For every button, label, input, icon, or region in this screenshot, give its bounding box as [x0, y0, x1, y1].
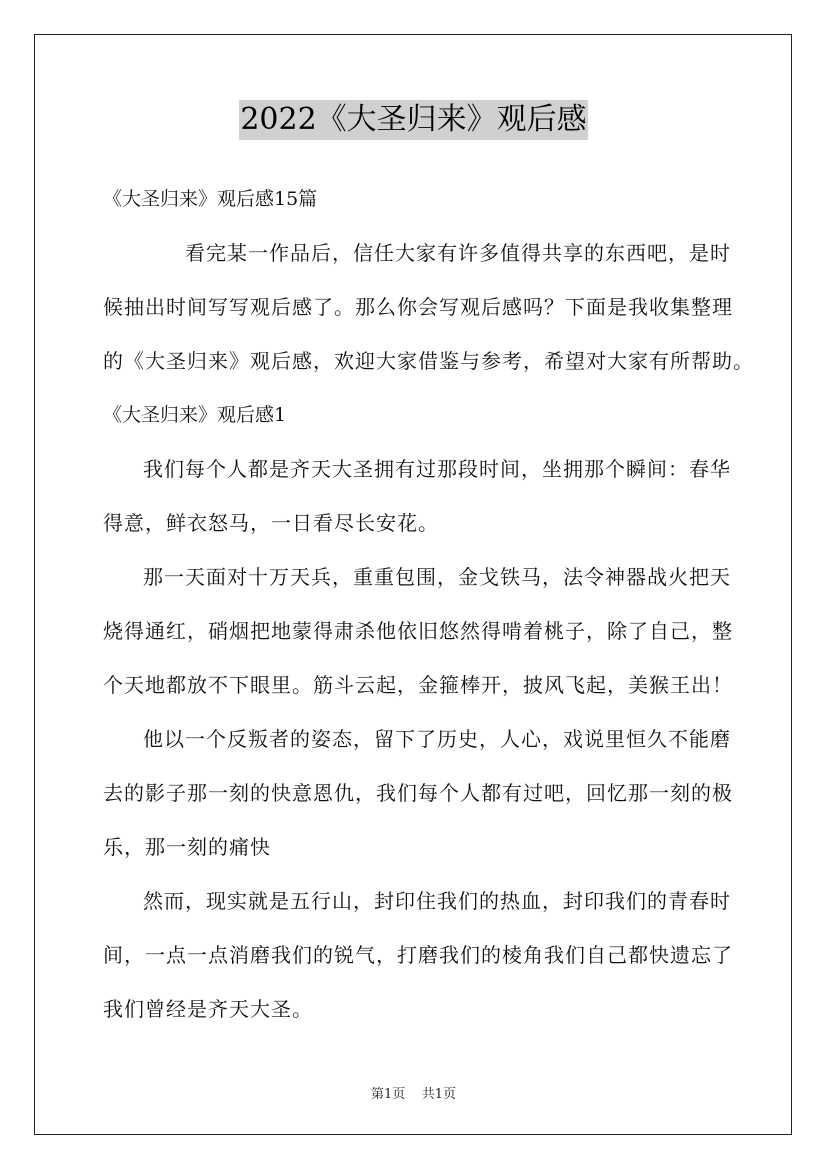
paragraph-line: 然而，现实就是五行山，封印住我们的热血，封印我们的青春时 [143, 889, 731, 913]
paragraph-line: 看完某一作品后，信任大家有许多值得共享的东西吧，是时 [185, 241, 731, 265]
paragraph-line: 那一天面对十万天兵，重重包围，金戈铁马，法令神器战火把天 [143, 565, 731, 589]
paragraph-line: 我们每个人都是齐天大圣拥有过那段时间，坐拥那个瞬间：春华 [143, 457, 731, 481]
paragraph-line: 他以一个反叛者的姿态，留下了历史，人心，戏说里恒久不能磨 [143, 727, 731, 751]
page-footer [0, 1083, 827, 1102]
paragraph-line: 候抽出时间写写观后感了。那么你会写观后感吗？下面是我收集整理 [103, 295, 733, 319]
title-container [0, 100, 827, 140]
paragraph-line: 得意，鲜衣怒马，一日看尽长安花。 [103, 511, 439, 535]
document-body [103, 172, 754, 1036]
paragraph-line: 烧得通红，硝烟把地蒙得肃杀他依旧悠然得啃着桃子，除了自己，整 [103, 619, 733, 643]
page-total: 共1页 [421, 1087, 457, 1102]
document-subtitle: 《大圣归来》观后感15篇 [103, 188, 318, 210]
paragraph-line: 个天地都放不下眼里。筋斗云起，金箍棒开，披风飞起，美猴王出！ [103, 673, 733, 697]
document-title: 2022《大圣归来》观后感 [239, 100, 587, 140]
section-heading: 《大圣归来》观后感1 [103, 404, 287, 426]
paragraph-line: 乐，那一刻的痛快 [103, 835, 271, 859]
paragraph-line: 间，一点一点消磨我们的锐气，打磨我们的棱角我们自己都快遗忘了 [103, 943, 733, 967]
paragraph-line: 的《大圣归来》观后感，欢迎大家借鉴与参考，希望对大家有所帮助。 [103, 349, 754, 373]
page-number: 第1页 [370, 1087, 406, 1102]
paragraph-line: 我们曾经是齐天大圣。 [103, 997, 313, 1021]
paragraph-line: 去的影子那一刻的快意恩仇，我们每个人都有过吧，回忆那一刻的极 [103, 781, 733, 805]
